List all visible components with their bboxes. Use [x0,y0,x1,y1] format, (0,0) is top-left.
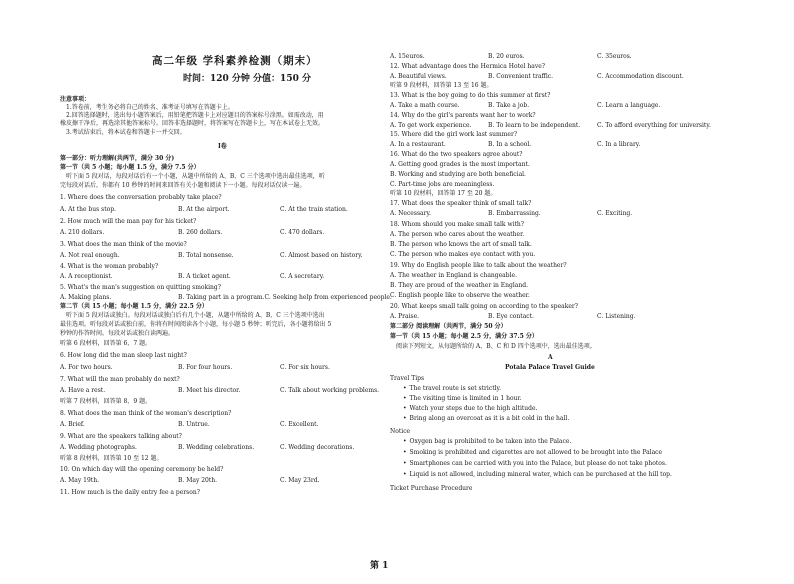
question-text: 4. What is the woman probably? [60,263,159,270]
passage-title: Potala Palace Travel Guide [505,364,595,371]
option-b: B. May 20th. [178,477,218,484]
question-text: 9. What are the speakers talking about? [60,433,182,440]
question-text: 19. Why do English people like to talk about the weather? [390,262,567,269]
option-b: B. At the airport. [178,206,230,213]
option-a: A. The weather in England is changeable. [390,272,517,279]
option-a: A. 210 dollars. [60,229,105,236]
option-a: A. Getting good grades is the most important. [390,161,530,168]
option-c: C. To afford everything for university. [597,122,711,129]
option-c: C. English people like to observe the weather. [390,292,530,299]
option-c: C. May 23rd. [280,477,320,484]
question-text: 16. What do the two speakers agree about? [390,151,523,158]
option-a: A. For two hours. [60,364,113,371]
notice-item: • Liquid is not allowed, including mineral water, which can be purchased at the hill top. [403,471,672,478]
note-item: 1.答卷前，考生务必将自己的姓名、准考证号填写在答题卡上。 [66,104,234,111]
option-b: B. Meet his director. [178,387,241,394]
travel-tips-heading: Travel Tips [390,375,425,382]
question-text: 13. What is the boy going to do this summer at first? [390,92,551,99]
option-c: C. Listening. [597,313,636,320]
option-b: B. Taking part in a program.C. Seeking help from experienced people. [178,294,392,301]
option-b: B. To learn to be independent. [488,122,581,129]
option-a: A. The person who cares about the weather. [390,231,525,238]
question-text: 8. What does the man think of the woman's description? [60,410,232,417]
option-b: B. Untrue. [178,421,210,428]
option-c: C. Part-time jobs are meaningless. [390,181,495,188]
question-text: 5. What's the man's suggestion on quitting smoking? [60,284,221,291]
part1-heading: 第一部分：听力理解(共两节，满分 30 分) [60,155,175,162]
question-text: 7. What will the man probably do next? [60,376,180,383]
instructions: 阅读下列短文，从每题所给的 A、B、C 和 D 四个选项中，选出最佳选项。 [396,343,596,350]
option-a: A. Have a rest. [60,387,106,394]
option-a: A. May 19th. [60,477,99,484]
instructions: 完每段对话后，你都有 10 秒钟的时间来回答有关小题和阅读下一小题。每段对话仅读一遍。 [60,182,306,189]
option-a: A. At the bus stop. [60,206,116,213]
instructions: 秒钟的作答时间。每段对话或独白读两遍。 [60,330,175,337]
notice-item: • Oxygen bag is prohibited to be taken into the Palace. [403,438,571,445]
option-a: A. Brief. [60,421,85,428]
question-text: 2. How much will the man pay for his ticket? [60,218,197,225]
option-c: C. Excellent. [280,421,319,428]
note-item: 3.考试结束后，将本试卷和答题卡一并交回。 [66,129,186,136]
listen-label: 听第 9 段材料，回答第 13 至 16 题。 [390,82,493,89]
part2-heading: 第二部分 阅读理解（共两节，满分 50 分） [390,323,507,330]
instructions: 听下面 5 段对话或独白。每段对话或独白后有几个小题，从题中所给的 A、B、C 三个选项中选出 [66,312,325,319]
option-a: A. Not real enough. [60,252,120,259]
question-text: 10. On which day will the opening ceremony be held? [60,466,224,473]
listen-label: 听第 6 段材料，回答第 6、7 题。 [60,340,152,347]
option-b: B. For four hours. [178,364,233,371]
option-c: C. For six hours. [280,364,330,371]
option-c: C. At the train station. [280,206,348,213]
question-text: 11. How much is the daily entry fee a person? [60,489,200,496]
option-b: B. A ticket agent. [178,273,231,280]
question-text: 14. Why do the girl's parents want her to work? [390,112,536,119]
tip-item: • The travel route is set strictly. [403,385,501,392]
option-b: B. Convenient traffic. [488,73,554,80]
option-b: B. Wedding celebrations. [178,444,255,451]
option-b: B. 260 dollars. [178,229,223,236]
option-a: A. Making plans. [60,294,112,301]
option-a: A. In a restaurant. [390,141,446,148]
page-number: 第 1 [370,561,389,571]
option-b: B. Total nonsense. [178,252,234,259]
listen-label: 听第 10 段材料，回答第 17 至 20 题。 [390,190,497,197]
option-c: C. 470 dollars. [280,229,325,236]
tip-item: • Bring along an overcoat as it is a bit cold in the hall. [403,415,569,422]
option-c: C. 35euros. [597,53,632,60]
option-c: C. Almost based on history. [280,252,363,259]
option-c: C. The person who makes eye contact with you. [390,251,536,258]
option-b: B. Working and studying are both beneficial. [390,171,526,178]
section1-heading: 第一节（共 5 小题；每小题 1.5 分，满分 7.5 分） [60,164,200,171]
option-c: C. Accommodation discount. [597,73,684,80]
note-item: 2.回答选择题时，选出每小题答案后，用铅笔把答题卡上对应题目的答案标号涂黑。如需改动，用 [66,112,324,119]
option-c: C. Learn a language. [597,102,661,109]
option-a: A. Necessary. [390,210,431,217]
listen-label: 听第 8 段材料，回答第 10 至 12 题。 [60,455,163,462]
question-text: 1. Where does the conversation probably take place? [60,194,222,201]
part2-section1-heading: 第一节（共 15 小题；每小题 2.5 分，满分 37.5 分） [390,333,538,340]
option-a: A. Wedding photographs. [60,444,137,451]
option-b: B. 20 euros. [488,53,525,60]
section2-heading: 第二节（共 15 小题；每小题 1.5 分，满分 22.5 分） [60,303,208,310]
option-c: C. Wedding decorations. [280,444,355,451]
option-a: A. 15euros. [390,53,425,60]
question-text: 18. Whom should you make small talk with? [390,221,524,228]
listen-label: 听第 7 段材料，回答第 8、9 题。 [60,398,152,405]
notice-item: • Smoking is prohibited and cigarettes are not allowed to be brought into the Palace [403,449,662,456]
passage-letter: A [548,354,553,361]
option-c: C. In a library. [597,141,641,148]
question-text: 12. What advantage does the Hermica Hotel have? [390,63,545,70]
option-a: A. Take a math course. [390,102,460,109]
option-c: C. Talk about working problems. [280,387,380,394]
tip-item: • The visiting time is limited in 1 hour. [403,395,522,402]
option-b: B. The person who knows the art of small talk. [390,241,532,248]
option-c: C. Exciting. [597,210,633,217]
option-c: C. A secretary. [280,273,325,280]
question-text: 15. Where did the girl work last summer? [390,131,518,138]
option-b: B. Take a job. [488,102,530,109]
question-text: 20. What keeps small talk going on according to the speaker? [390,303,578,310]
notes-heading: 注意事项： [60,96,91,103]
instructions: 最佳选项。听每段对话或独白前，你将有时间阅读各个小题，每小题 5 秒钟；听完后，各小题将给出 5 [60,321,332,328]
ticket-heading: Ticket Purchase Procedure [390,485,473,492]
time-score: 时间：120 分钟 分值：150 分 [183,74,311,84]
option-a: A. A receptionist. [60,273,113,280]
option-b: B. They are proud of the weather in England. [390,282,528,289]
option-a: A. To get work experience. [390,122,472,129]
notice-heading: Notice [390,428,411,435]
note-item: 橡皮擦干净后，再选涂其他答案标号。回答非选择题时，将答案写在答题卡上，写在本试卷上无效。 [60,120,325,127]
option-a: A. Beautiful views. [390,73,447,80]
volume-label: I卷 [218,143,227,150]
tip-item: • Watch your steps due to the high altitude. [403,405,537,412]
instructions: 听下面 5 段对话，每段对话后有一个小题，从题中所给的 A、B、C 三个选项中选出最佳选项，听 [66,173,325,180]
option-a: A. Praise. [390,313,420,320]
option-b: B. Eye contact. [488,313,534,320]
question-text: 3. What does the man think of the movie? [60,241,187,248]
option-b: B. Embarrassing. [488,210,541,217]
question-text: 6. How long did the man sleep last night? [60,352,187,359]
notice-item: • Smartphones can be carried with you into the Palace, but please do not take photos. [403,460,667,467]
option-b: B. In a school. [488,141,532,148]
question-text: 17. What does the speaker think of small talk? [390,200,532,207]
exam-title: 高二年级 学科素养检测（期末） [152,55,318,67]
